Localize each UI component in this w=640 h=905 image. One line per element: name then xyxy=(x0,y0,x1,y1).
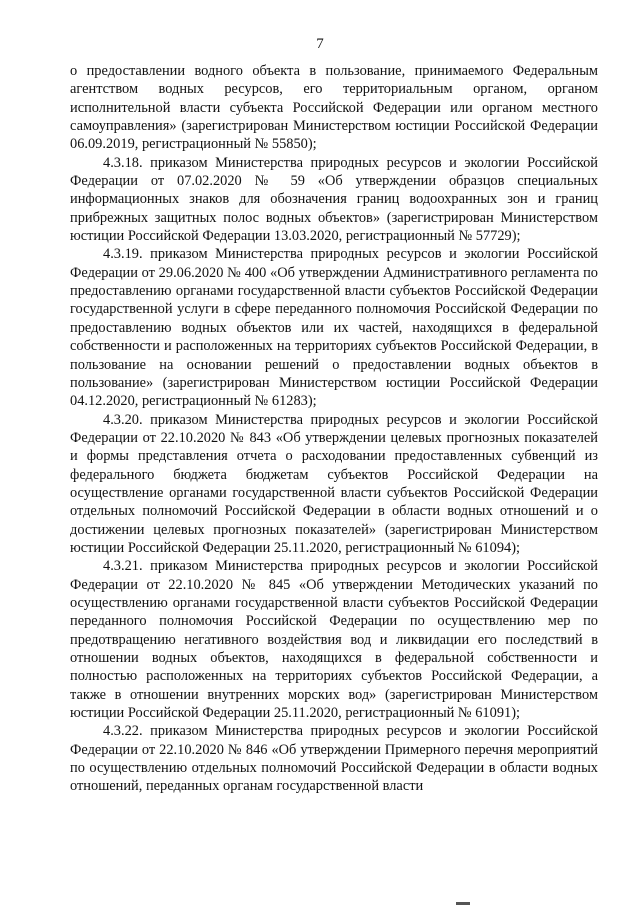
document-body xyxy=(70,62,598,796)
paragraph-4-3-21: 4.3.21. приказом Министерства природных ресурсов и экологии Российской Федерации от 22.10.2020 № 845 «Об утверждении Методических указаний по осуществлению органами государственной власти субъектов Российской Федерации переданного полномочия Российской Федерации по осуществлению мер по предотвращению негативного воздействия вод и ликвидации его последствий в отношении водных объектов, находящихся в федеральной собственности и полностью расположенных на территориях субъектов Российской Федерации, а также в отношении внутренних морских вод» (зарегистрирован Министерством юстиции Российской Федерации 25.11.2020, регистрационный № 61091); xyxy=(70,558,598,722)
page-number: 7 xyxy=(316,36,324,52)
paragraph-continuation: о предоставлении водного объекта в пользование, принимаемого Федеральным агентством водных ресурсов, его территориальным органом, органом исполнительной власти субъекта Российской Федерации или органом местного самоуправления» (зарегистрирован Министерством юстиции Российской Федерации 06.09.2019, регистрационный № 55850); xyxy=(70,63,598,153)
paragraph-4-3-20: 4.3.20. приказом Министерства природных ресурсов и экологии Российской Федерации от 22.10.2020 № 843 «Об утверждении целевых прогнозных показателей и формы представления отчета о расходовании предоставленных субвенций из федерального бюджета бюджетам субъектов Российской Федерации на осуществление органами государственной власти субъектов Российской Федерации отдельных полномочий Российской Федерации в области водных отношений и о достижении целевых прогнозных показателей» (зарегистрирован Министерством юстиции Российской Федерации 25.11.2020, регистрационный № 61094); xyxy=(70,411,598,556)
paragraph-4-3-18: 4.3.18. приказом Министерства природных ресурсов и экологии Российской Федерации от 07.02.2020 № 59 «Об утверждении образцов специальных информационных знаков для обозначения границ водоохранных зон и границ прибрежных защитных полос водных объектов» (зарегистрирован Министерством юстиции Российской Федерации 13.03.2020, регистрационный № 57729); xyxy=(70,154,598,245)
paragraph-4-3-22: 4.3.22. приказом Министерства природных ресурсов и экологии Российской Федерации от 22.10.2020 № 846 «Об утверждении Примерного перечня мероприятий по осуществлению отдельных полномочий Российской Федерации в области водных отношений, переданных органам государственной власти xyxy=(70,723,598,795)
paragraph-4-3-19: 4.3.19. приказом Министерства природных ресурсов и экологии Российской Федерации от 29.06.2020 № 400 «Об утверждении Административного регламента по предоставлению органами государственной власти субъектов Российской Федерации государственной услуги в сфере переданного полномочия Российской Федерации по предоставлению водных объектов или их частей, находящихся в федеральной собственности и расположенных на территориях субъектов Российской Федерации, в пользование на основании решений о предоставлении водных объектов в пользование» (зарегистрирован Министерством юстиции Российской Федерации 04.12.2020, регистрационный № 61283); xyxy=(70,246,598,410)
